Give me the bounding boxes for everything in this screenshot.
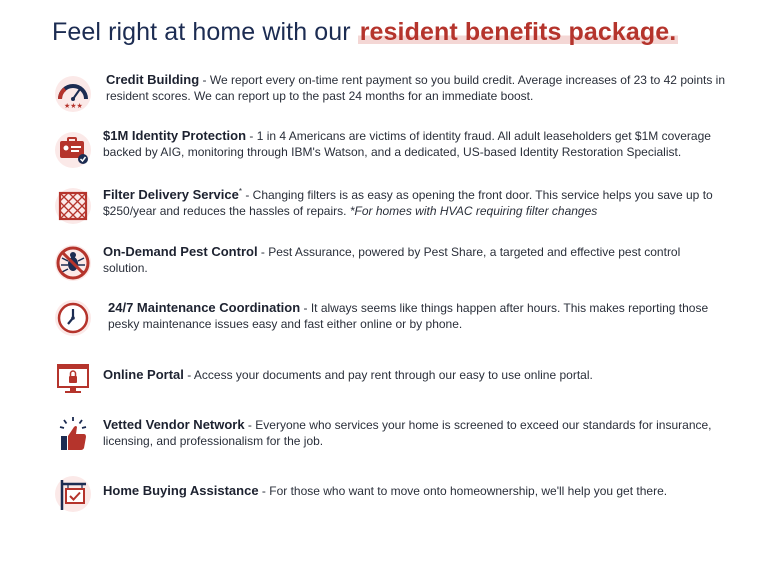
benefit-separator: - — [199, 73, 210, 87]
svg-text:★★★: ★★★ — [64, 102, 83, 110]
identity-shield-icon — [53, 130, 93, 170]
air-filter-icon — [53, 186, 93, 226]
thumbs-up-icon — [53, 414, 93, 454]
page-headline — [52, 18, 678, 47]
benefit-body: Access your documents and pay rent through our easy to use online portal. — [193, 368, 593, 382]
sold-sign-icon — [53, 474, 93, 514]
clock-icon — [53, 298, 93, 338]
title-footnote-mark: * — [238, 187, 242, 196]
benefit-text — [106, 72, 726, 104]
benefit-body: For those who want to move onto homeownership, we'll help you get there. — [269, 484, 668, 498]
benefit-title: Home Buying Assistance — [103, 483, 259, 498]
benefit-text — [103, 483, 723, 499]
benefit-body: 1 in 4 Americans are victims of identity fraud. All adult leaseholders get $1M coverage backed by AIG, monitoring through IBM's Watson, and a dedicated, US-based Identity Restoration Specialist. — [103, 129, 711, 159]
headline-accent: resident benefits package. — [359, 18, 677, 46]
benefit-separator: - — [257, 245, 269, 259]
benefit-text — [103, 417, 723, 449]
benefit-text — [103, 244, 723, 276]
benefit-separator: - — [246, 129, 257, 143]
benefit-separator: - — [258, 484, 270, 498]
benefit-text — [108, 300, 728, 332]
benefit-separator: - — [183, 368, 194, 382]
benefit-text — [103, 128, 723, 160]
benefit-title: Credit Building — [106, 72, 200, 87]
benefit-body: We report every on-time rent payment so you build credit. Average increases of 23 to 42 points in resident scores. We can report up to the past 24 months for an immediate boost. — [106, 73, 726, 103]
monitor-lock-icon — [53, 358, 93, 398]
benefit-title: On-Demand Pest Control — [103, 244, 258, 259]
benefit-title: 24/7 Maintenance Coordination — [108, 300, 301, 315]
benefit-body: Everyone who services your home is screened to exceed our standards for insurance, licensing, and professionalism for the job. — [103, 418, 712, 448]
benefit-title: Filter Delivery Service — [103, 187, 239, 202]
benefit-title: Vetted Vendor Network — [103, 417, 245, 432]
benefit-title: Online Portal — [103, 367, 184, 382]
benefit-separator: - — [300, 301, 311, 315]
credit-gauge-icon — [53, 74, 93, 114]
benefit-body: Changing filters is as easy as opening the front door. This service helps you save up to $250/year and reduces the hassles of repairs. — [103, 188, 713, 218]
benefit-body: Pest Assurance, powered by Pest Share, a targeted and effective pest control solution. — [103, 245, 681, 275]
benefit-footnote: *For homes with HVAC requiring filter changes — [349, 204, 598, 218]
benefit-title: $1M Identity Protection — [103, 128, 247, 143]
benefit-separator: - — [244, 418, 256, 432]
no-pest-icon — [53, 243, 93, 283]
benefit-separator: - — [241, 188, 253, 202]
headline-lead: Feel right at home with our — [52, 18, 358, 46]
benefit-body: It always seems like things happen after hours. This makes reporting those pesky maintenance issues easy and fast either online or by phone. — [108, 301, 709, 331]
benefit-text — [103, 184, 723, 219]
benefit-text — [103, 367, 723, 383]
